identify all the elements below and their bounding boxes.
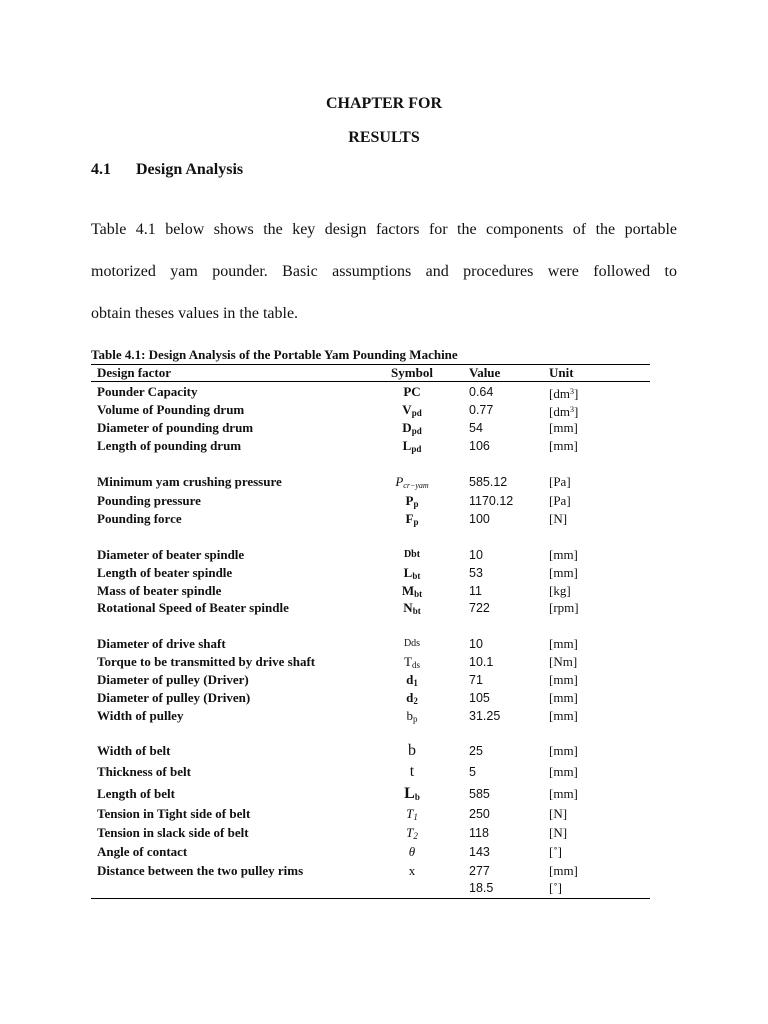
section-number: 4.1 xyxy=(91,161,111,178)
symbol-main: T xyxy=(406,825,414,840)
body-paragraph xyxy=(91,209,677,335)
cell-unit xyxy=(549,805,567,823)
table-row xyxy=(97,862,650,880)
header-unit: Unit xyxy=(549,365,574,380)
symbol-subscript: ds xyxy=(411,660,420,670)
symbol-main: Dbt xyxy=(403,549,421,560)
cell-unit xyxy=(549,653,577,671)
unit-main: [˚] xyxy=(549,844,562,859)
cell-design-factor: Mass of beater spindle xyxy=(97,583,222,598)
unit-main: [mm] xyxy=(549,764,578,779)
table-row xyxy=(97,546,650,564)
cell-unit xyxy=(549,689,578,707)
cell-unit xyxy=(549,785,578,803)
cell-design-factor: Width of belt xyxy=(97,743,171,758)
unit-main: [N] xyxy=(549,806,568,821)
symbol-subscript: p xyxy=(413,714,418,724)
cell-design-factor: Pounding force xyxy=(97,511,182,526)
cell-symbol xyxy=(377,599,447,620)
cell-design-factor: Minimum yam crushing pressure xyxy=(97,474,282,489)
unit-main: [Nm] xyxy=(549,654,578,669)
cell-design-factor: Length of beater spindle xyxy=(97,565,233,580)
cell-design-factor: Pounding pressure xyxy=(97,493,201,508)
paragraph-line: motorized yam pounder. Basic assumptions and procedures were followed to xyxy=(91,263,677,280)
cell-design-factor: Thickness of belt xyxy=(97,764,191,779)
paragraph-line: Table 4.1 below shows the key design factors for the components of the portable xyxy=(91,221,677,238)
cell-value: 143 xyxy=(469,845,490,859)
cell-value: 10.1 xyxy=(469,655,494,669)
table-row xyxy=(97,492,650,510)
chapter-heading: CHAPTER FOR xyxy=(326,95,442,112)
cell-design-factor: Torque to be transmitted by drive shaft xyxy=(97,654,316,669)
cell-unit xyxy=(549,401,578,421)
cell-symbol xyxy=(377,546,447,564)
cell-design-factor: Width of pulley xyxy=(97,708,184,723)
symbol-subscript: cr−yam xyxy=(403,481,429,490)
symbol-subscript: bt xyxy=(414,589,423,599)
cell-unit xyxy=(549,862,578,880)
unit-main: [mm] xyxy=(549,863,578,878)
cell-value: 1170.12 xyxy=(469,494,514,508)
unit-main: [mm] xyxy=(549,636,578,651)
symbol-main: Dds xyxy=(403,638,421,649)
table-row xyxy=(97,671,650,689)
cell-unit xyxy=(549,599,579,617)
unit-main: [˚] xyxy=(549,880,562,895)
cell-unit xyxy=(549,419,578,437)
cell-value: 585 xyxy=(469,787,490,801)
symbol-subscript: b xyxy=(414,792,420,802)
unit-superscript: 3 xyxy=(569,405,574,414)
symbol-main: V xyxy=(402,402,412,417)
table-row xyxy=(97,437,650,455)
symbol-subscript: p xyxy=(413,517,419,527)
table-row xyxy=(97,473,650,491)
cell-design-factor: Diameter of pounding drum xyxy=(97,420,254,435)
cell-design-factor: Rotational Speed of Beater spindle xyxy=(97,600,289,615)
symbol-subscript: pd xyxy=(411,444,422,454)
cell-unit xyxy=(549,879,562,897)
symbol-subscript: bt xyxy=(412,606,421,616)
table-row xyxy=(97,401,650,419)
cell-design-factor: Tension in Tight side of belt xyxy=(97,806,251,821)
cell-design-factor: Diameter of drive shaft xyxy=(97,636,226,651)
cell-value: 250 xyxy=(469,807,490,821)
symbol-subscript: bt xyxy=(412,571,421,581)
symbol-subscript: 1 xyxy=(413,678,418,688)
symbol-main: L xyxy=(403,565,413,580)
unit-main: [mm] xyxy=(549,547,578,562)
symbol-main: θ xyxy=(408,844,416,859)
symbol-subscript: pd xyxy=(411,426,422,436)
cell-unit xyxy=(549,763,578,781)
symbol-main: t xyxy=(409,763,415,780)
cell-symbol xyxy=(377,742,447,760)
table-row xyxy=(97,742,650,760)
symbol-main: d xyxy=(406,672,414,687)
unit-main: [mm] xyxy=(549,420,578,435)
cell-unit xyxy=(549,437,578,455)
unit-main: [mm] xyxy=(549,565,578,580)
cell-unit xyxy=(549,492,571,510)
cell-unit xyxy=(549,546,578,564)
symbol-main: P xyxy=(395,474,404,489)
unit-end: ] xyxy=(573,386,579,401)
table-row xyxy=(97,419,650,437)
unit-main: [kg] xyxy=(549,583,571,598)
cell-design-factor: Length of pounding drum xyxy=(97,438,242,453)
cell-symbol xyxy=(377,383,447,401)
symbol-main: b xyxy=(406,708,413,723)
section-heading xyxy=(91,161,243,179)
cell-design-factor: Tension in slack side of belt xyxy=(97,825,249,840)
cell-unit xyxy=(549,582,571,600)
table-row xyxy=(97,824,650,842)
cell-unit xyxy=(549,510,567,528)
cell-symbol xyxy=(377,635,447,653)
symbol-main: T xyxy=(404,654,412,669)
unit-main: [mm] xyxy=(549,708,578,723)
cell-design-factor: Diameter of pulley (Driver) xyxy=(97,672,249,687)
cell-value: 53 xyxy=(469,566,483,580)
cell-unit xyxy=(549,383,578,403)
header-design-factor: Design factor xyxy=(97,365,172,380)
cell-value: 10 xyxy=(469,548,483,562)
symbol-main: x xyxy=(408,863,416,878)
cell-symbol xyxy=(377,805,447,826)
cell-unit xyxy=(549,473,571,491)
table-row xyxy=(97,510,650,528)
unit-main: [Pa] xyxy=(549,474,571,489)
table-row xyxy=(97,763,650,781)
cell-value: 105 xyxy=(469,691,490,705)
unit-main: [dm xyxy=(549,404,570,419)
cell-design-factor: Length of belt xyxy=(97,786,175,801)
cell-value: 0.77 xyxy=(469,403,494,417)
cell-design-factor: Diameter of beater spindle xyxy=(97,547,245,562)
cell-design-factor: Angle of contact xyxy=(97,844,188,859)
cell-symbol xyxy=(377,437,447,458)
cell-symbol xyxy=(377,763,447,781)
symbol-main: b xyxy=(408,742,416,759)
unit-main: [rpm] xyxy=(549,600,579,615)
unit-main: [mm] xyxy=(549,438,578,453)
cell-symbol xyxy=(377,785,447,806)
symbol-subscript: 1 xyxy=(413,812,418,822)
cell-value: 25 xyxy=(469,744,483,758)
cell-design-factor: Pounder Capacity xyxy=(97,384,198,399)
cell-value: 54 xyxy=(469,421,483,435)
symbol-main: L xyxy=(402,438,412,453)
header-symbol: Symbol xyxy=(391,365,433,380)
cell-value: 18.5 xyxy=(469,881,494,895)
unit-main: [Pa] xyxy=(549,493,571,508)
symbol-subscript: 2 xyxy=(413,696,418,706)
cell-symbol xyxy=(377,824,447,845)
table-row xyxy=(97,689,650,707)
cell-value: 100 xyxy=(469,512,490,526)
table-row xyxy=(97,383,650,401)
unit-superscript: 3 xyxy=(569,387,574,396)
cell-value: 10 xyxy=(469,637,483,651)
symbol-subscript: pd xyxy=(411,408,422,418)
cell-value: 106 xyxy=(469,439,490,453)
cell-design-factor: Diameter of pulley (Driven) xyxy=(97,690,251,705)
table-row xyxy=(97,785,650,803)
symbol-main: N xyxy=(403,600,413,615)
cell-unit xyxy=(549,824,567,842)
header-value: Value xyxy=(469,365,501,380)
unit-main: [mm] xyxy=(549,672,578,687)
symbol-main: P xyxy=(405,493,414,508)
cell-value: 71 xyxy=(469,673,483,687)
table-row xyxy=(97,582,650,600)
table-row xyxy=(97,879,650,897)
unit-main: [N] xyxy=(549,825,568,840)
cell-value: 585.12 xyxy=(469,475,508,489)
cell-symbol xyxy=(377,707,447,728)
unit-main: [dm xyxy=(549,386,570,401)
cell-symbol xyxy=(377,510,447,531)
cell-symbol xyxy=(377,843,447,861)
cell-unit xyxy=(549,564,578,582)
table-header-row xyxy=(97,364,650,382)
unit-main: [mm] xyxy=(549,690,578,705)
unit-main: [N] xyxy=(549,511,568,526)
symbol-main: F xyxy=(405,511,414,526)
unit-end: ] xyxy=(573,404,579,419)
symbol-main: M xyxy=(401,583,415,598)
symbol-main: d xyxy=(406,690,414,705)
cell-value: 5 xyxy=(469,765,476,779)
symbol-main: L xyxy=(404,785,415,802)
chapter-subheading: RESULTS xyxy=(348,129,420,146)
cell-unit xyxy=(549,707,578,725)
table-row xyxy=(97,707,650,725)
symbol-subscript: p xyxy=(413,499,419,509)
symbol-subscript: 2 xyxy=(413,831,418,841)
cell-unit xyxy=(549,742,578,760)
symbol-main: T xyxy=(406,806,414,821)
table-row xyxy=(97,564,650,582)
cell-design-factor: Distance between the two pulley rims xyxy=(97,863,304,878)
section-title: Design Analysis xyxy=(136,161,244,178)
cell-unit xyxy=(549,843,562,861)
cell-unit xyxy=(549,671,578,689)
table-row xyxy=(97,653,650,671)
cell-value: 31.25 xyxy=(469,709,501,723)
cell-design-factor: Volume of Pounding drum xyxy=(97,402,245,417)
cell-value: 277 xyxy=(469,864,490,878)
cell-symbol xyxy=(377,862,447,880)
table-caption: Table 4.1: Design Analysis of the Portable Yam Pounding Machine xyxy=(91,347,458,362)
cell-unit xyxy=(549,635,578,653)
symbol-main: PC xyxy=(403,384,421,399)
cell-value: 118 xyxy=(469,826,489,840)
unit-main: [mm] xyxy=(549,786,578,801)
cell-value: 11 xyxy=(469,584,482,598)
symbol-main: D xyxy=(402,420,412,435)
table-row xyxy=(97,599,650,617)
table-row xyxy=(97,635,650,653)
unit-main: [mm] xyxy=(549,743,578,758)
cell-value: 722 xyxy=(469,601,490,615)
paragraph-line: obtain theses values in the table. xyxy=(91,305,299,322)
table-row xyxy=(97,843,650,861)
table-row xyxy=(97,805,650,823)
cell-value: 0.64 xyxy=(469,385,494,399)
